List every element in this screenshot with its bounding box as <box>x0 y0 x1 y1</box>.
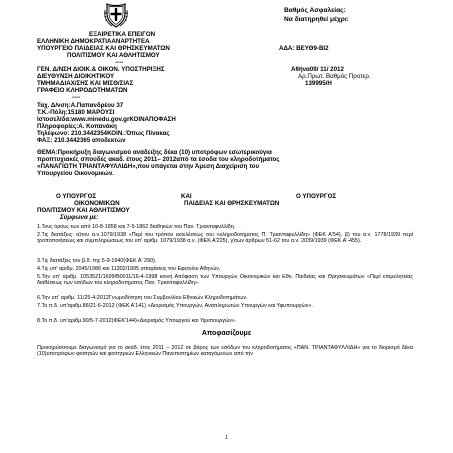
greek-emblem-icon <box>103 2 129 28</box>
ministry-culture: ΠΟΛΙΤΙΣΜΟΥ ΚΑΙ ΑΘΛΗΤΙΣΜΟΥ <box>37 207 130 214</box>
page-number: 1 <box>225 435 228 441</box>
ministry-line-1: ΥΠΟΥΡΓΕΙΟ ΠΑΙΔΕΙΑΣ ΚΑΙ ΘΡΗΣΚΕΥΜΑΤΩΝ <box>37 45 170 52</box>
security-degree-label: Βαθμός Ασφαλείας: <box>284 7 346 14</box>
general-directorate: ΓΕΝ. Δ/ΝΣΗ ΔΙΟΙΚ.& ΟΙΚΟΝ. ΥΠΟΣΤΗΡΙΞΗΣ <box>37 66 165 73</box>
ministry-line-2: ΠΟΛΙΤΙΣΜΟΥ ΚΑΙ ΑΘΛΗΤΙΣΜΟΥ <box>67 52 160 59</box>
urgent-label: ΕΞΑΙΡΕΤΙΚΑ ΕΠΕΙΓΟΝ <box>89 31 156 38</box>
protocol-number: 139995/Η <box>305 80 332 87</box>
list-item: 5.Την υπ' αριθμ. 1053521/1699/Β0011/16-4-1998 κοινή Απόφαση των Υπουργών Οικονομικών και Εθν. Παιδείας και Θρησκευμάτων «Περί επιμελητείας διαθέσεως των εσόδων του κληροδοτήματος Παν. Τριανταφυλλίδη». <box>37 274 413 287</box>
list-item: 6.Την υπ' αριθμ. 11/25-4-2012Γνωμοδότηση του Συμβουλίου Εθνικών Κληροδοτημάτων. <box>37 295 248 301</box>
office: ΓΡΑΦΕΙΟ ΚΛΗΡΟΔΟΤΗΜΑΤΩΝ <box>37 87 128 94</box>
phone: Τηλέφωνο: 210.3442354ΚΟΙΝ.:Όπως Πίνακας <box>37 130 170 137</box>
fax: ΦΑΞ: 210.3442365 αποδεκτών <box>37 137 126 144</box>
list-item: 7.Το π.δ. υπ'αριθμ.86/21-6-2012 (ΦΕΚ Α'141) «Διορισμός Υπουργών, Αναπληρωτών Υπουργών και Υφυπουργών». <box>37 303 313 309</box>
info-contact: Πληροφορίες:Α. Κοπανάκη <box>37 123 117 130</box>
minister-title-2: Ο ΥΠΟΥΡΓΟΣ <box>296 193 337 200</box>
protocol-label: Αρ.Πρωτ. Βαθμός Προτερ. <box>298 73 371 80</box>
postal-address: Ταχ. Δ/νση:Α.Παπανδρέου 37 <box>37 102 124 109</box>
ministry-finance: ΟΙΚΟΝΟΜΙΚΩΝ <box>74 200 120 207</box>
website: Ιστοσελίδα:www.minedu.gov.grΚΟΙΝΑΠΟΦΑΣΗ <box>37 116 176 123</box>
list-item: 8.Το π.δ. υπ'αριθμ.90/5-7-2012(ΦΕΚ'144)«Διορισμός Υπουργού και Υφυπουργών». <box>37 318 237 324</box>
ada-code: ΑΔΑ: ΒΕΥΘ9-ΒΙ2 <box>279 45 329 52</box>
separator-dashes-2: ---- <box>72 94 81 101</box>
subject-line-3: «ΠΑΝΑΓΙΩΤΗ ΤΡΙΑΝΤΑΦΥΛΛΙΔΗ»,που υπάγεται στην Άμεση Διαχείριση του <box>37 163 260 170</box>
list-item: 4.Τις υπ' αριθμ. 2045/1986 και 11302/1995 αποφάσεις του Εφετείου Αθηνών. <box>37 266 221 272</box>
subject-line-2: προπτυχιακές σπουδές ακαδ. έτους 2011– 2012από τα έσοδα του κληροδοτήματος <box>37 156 280 163</box>
document-date: Αθήνα09/ 11/ 2012 <box>291 66 344 73</box>
subject-line-4: Υπουργείου Οικονομικών. <box>37 170 115 177</box>
decision-heading: Αποφασίζουμε <box>201 330 252 337</box>
republic-label: ΕΛΛΗΝΙΚΗ ΔΗΜΟΚΡΑΤΙΑΑΝΑΡΤΗΤΕΑ <box>37 38 150 45</box>
department: ΤΜΗΜΑΔΙΑΧ/ΣΗΣ ΚΑΙ ΜΙΣΘ/ΣΙΑΣ <box>37 80 134 87</box>
retention-label: Να διατηρηθεί μέχρι: <box>284 16 349 23</box>
list-item: 1.Τους όρους των από 10-8-1858 και 7-5-1862 διαθηκών του Παν. Τριανταφυλλίδη. <box>37 224 236 230</box>
closing-paragraph: Προκηρύσσουμε διαγωνισμό για το ακαδ. έτος 2011 – 2012 σε βάρος των εσόδων του κληροδοτήματος «ΠΑΝ. ΤΡΙΑΝΤΑΦΥΛΛΙΔΗ» για το διορισμό δέκα (10)υποτρόφων φοιτητών και φοιτητριών Ελληνικών Πανεπιστημίων καταγόμενων από την <box>37 345 413 358</box>
minister-title-1: Ο ΥΠΟΥΡΓΟΣ <box>56 193 97 200</box>
postal-code-city: Τ.Κ.-Πόλη:15180 ΜΑΡΟΥΣΙ <box>37 109 115 116</box>
considering-label: Σύμφωνα με: <box>60 214 99 221</box>
ministry-education: ΠΑΙΔΕΙΑΣ ΚΑΙ ΘΡΗΣΚΕΥΜΑΤΩΝ <box>184 200 280 207</box>
and-label: ΚΑΙ <box>181 193 192 200</box>
directorate: ΔΙΕΥΘΥΝΣΗ ΔΙΟΙΚΗΤΙΚΟΥ <box>37 73 115 80</box>
list-item: 3.Τις διατάξεις του β.δ. της 5-9-1940(ΦΕΚ Α' 290). <box>37 258 157 264</box>
separator-dashes: ---- <box>115 59 124 66</box>
list-item: 2.Τις διατάξεις: α)του α.ν.1079/1938 «Περί του τρόπου εκτελέσεως του «κληροδοτήματος Π. Τριανταφυλλίδη» (ΦΕΚ Α'54), β) του α.ν. 1778/1939 περί τροποποιήσεως και συμπληρώσεως του υπ' αριθμ. 1079/1938 α.ν. (ΦΕΚ Α'225), γ)των άρθρων 51-62 του α.ν. 2039/1939 (ΦΕΚ Α'-455). <box>37 232 413 245</box>
subject-line-1: ΘΕΜΑ:Προκήρυξη διαγωνισμού ανάδειξης δέκα (10) υποτρόφων εσωτερικούγια <box>37 149 272 156</box>
